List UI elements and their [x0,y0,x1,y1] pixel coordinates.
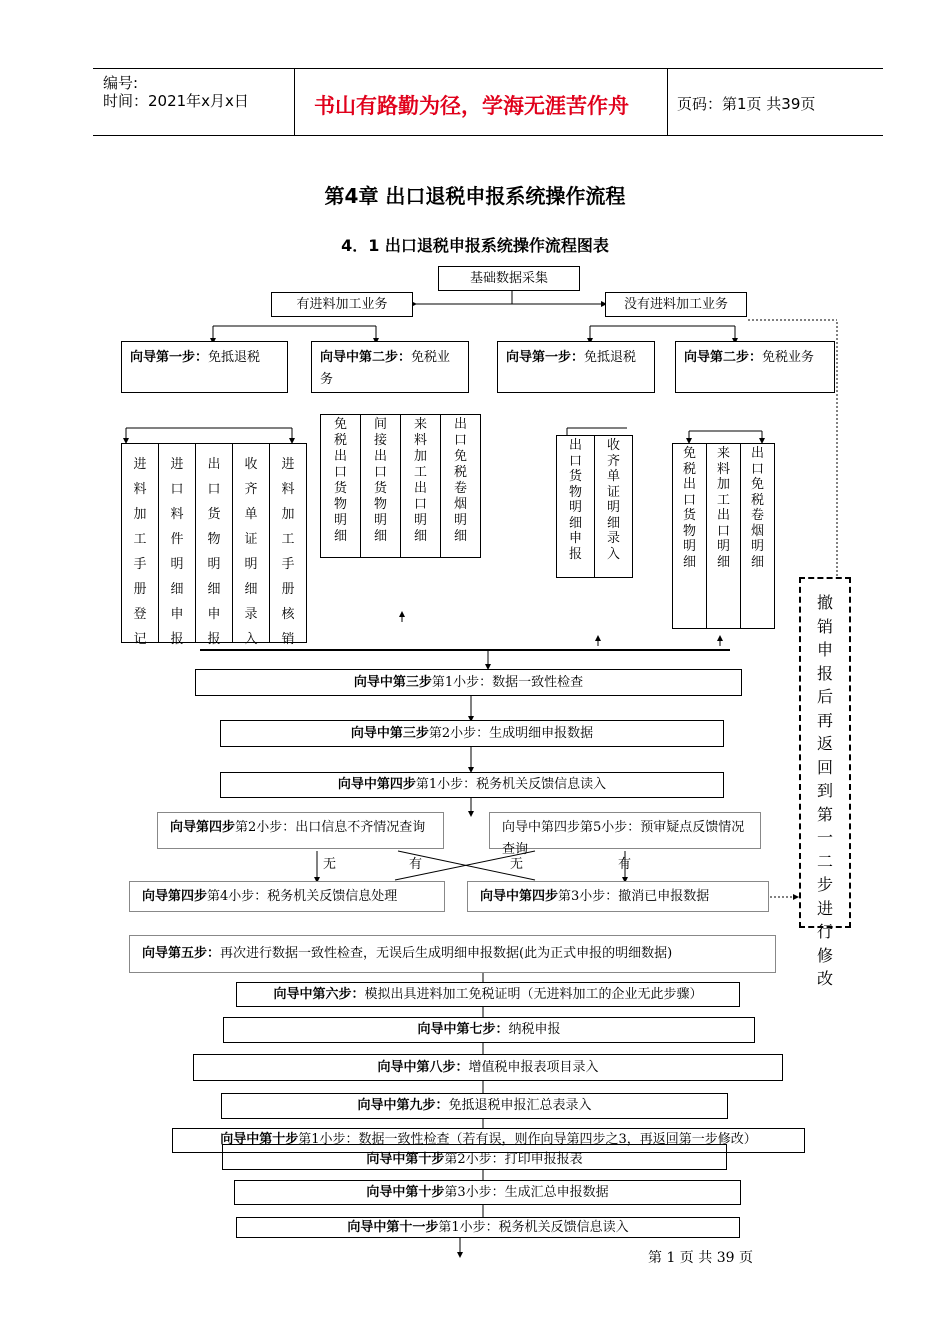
column-b-1-text: 免税出口货物明细 [333,417,347,544]
step5-box [129,935,776,973]
basic-data-box [438,266,580,291]
step4-5-box [489,812,761,857]
step3-2-text: 第2小步：生成明细申报数据 [428,726,594,741]
step9-box [221,1093,728,1119]
guide-step2-left-text: 免税业务 [320,350,451,387]
document-number-label: 编号: [103,74,139,92]
step4-1-bold: 向导中第四步 [337,777,416,792]
branch-no-right: 无 [510,857,524,872]
step3-1-bold: 向导中第三步 [353,675,432,690]
step10-2-bold: 向导中第十步 [366,1152,445,1167]
step10-2-text: 第2小步：打印申报报表 [444,1152,583,1167]
branch-yes-right: 有 [618,857,632,872]
step7-box [223,1017,755,1043]
column-d-1 [672,443,707,629]
step8-bold: 向导中第八步： [377,1060,469,1075]
step7-bold: 向导中第七步： [417,1022,509,1037]
step5-text: 再次进行数据一致性检查，无误后生成明细申报数据(此为正式申报的明细数据) [220,946,673,961]
column-a-3-text: 出口货物明细申报 [207,457,221,647]
step4-1-box [220,772,724,798]
step4-4-bold: 向导第四步 [142,889,208,904]
page-footer: 第 1 页 共 39 页 [648,1250,753,1266]
column-b-4 [440,414,481,558]
step6-text: 模拟出具进料加工免税证明（无进料加工的企业无此步骤） [364,987,703,1002]
step8-text: 增值税申报表项目录入 [468,1060,599,1075]
step4-4-box [129,881,445,912]
with-processing-label: 有进料加工业务 [296,297,388,312]
step11-1-bold: 向导中第十一步 [347,1220,439,1235]
column-a-4-text: 收齐单证明细录入 [244,457,258,647]
step4-2-text: 第2小步：出口信息不齐情况查询 [235,820,426,835]
column-a-2 [158,443,196,647]
column-a-2-text: 进口料件明细申报 [170,457,184,647]
page-number-label: 页码：第1页 共39页 [677,95,816,113]
guide-step1-right-box [497,341,655,393]
column-d-2 [706,443,741,629]
column-a-3 [195,443,233,647]
step3-1-box [195,669,742,696]
step3-2-bold: 向导中第三步 [350,726,429,741]
revoke-return-note-box [799,577,851,988]
column-b-2 [360,414,401,558]
revoke-return-note-text: 撤销申报后再返回到第一二步进行修改 [816,593,833,988]
column-a-5 [269,443,307,647]
column-a-5-text: 进料加工手册核销 [281,457,295,647]
step9-text: 免抵退税申报汇总表录入 [448,1098,592,1113]
step4-2-box [157,812,444,849]
column-a-4 [232,443,270,647]
guide-step1-right-bold: 向导第一步： [506,350,585,365]
guide-step2-right-bold: 向导第二步： [684,350,763,365]
step10-1-text: 第1小步：数据一致性检查（若有误，则作向导第四步之3，再返回第一步修改） [298,1132,757,1147]
step6-bold: 向导中第六步： [273,987,365,1002]
step8-box [193,1054,783,1081]
column-b-1 [320,414,361,558]
column-c-2-text: 收齐单证明细录入 [606,438,620,562]
step4-3-bold: 向导中第四步 [480,889,559,904]
column-b-3-text: 来料加工出口明细 [413,417,427,544]
step3-2-box [220,720,724,747]
step9-bold: 向导中第九步： [357,1098,449,1113]
step7-text: 纳税申报 [508,1022,561,1037]
column-d-3 [740,443,775,629]
step10-3-text: 第3小步：生成汇总申报数据 [444,1185,609,1200]
column-b-3 [400,414,441,558]
column-a-1 [121,443,159,647]
step10-1-bold: 向导中第十步 [220,1132,299,1147]
without-processing-label: 没有进料加工业务 [623,297,728,312]
step6-box [236,982,740,1007]
step10-1-box [172,1128,805,1153]
column-c-1-text: 出口货物明细申报 [568,438,582,562]
guide-step1-left-box [121,341,288,393]
chapter-title: 第4章 出口退税申报系统操作流程 [324,184,626,208]
step11-1-box [236,1217,740,1238]
column-b-4-text: 出口免税卷烟明细 [453,417,467,544]
step4-5-text: 向导中第四步第5小步：预审疑点反馈情况查询 [502,820,745,857]
guide-step1-left-bold: 向导第一步： [130,350,209,365]
step5-bold: 向导第五步： [142,946,221,961]
with-processing-box [271,292,413,317]
branch-no-left: 无 [323,857,337,872]
step11-1-text: 第1小步：税务机关反馈信息读入 [438,1220,629,1235]
step10-3-bold: 向导中第十步 [366,1185,445,1200]
column-c-2 [594,435,633,578]
step3-1-text: 第1小步：数据一致性检查 [431,675,584,690]
guide-step1-right-text: 免抵退税 [584,350,637,365]
section-title: 4．1 出口退税申报系统操作流程图表 [341,236,609,255]
document-time-label: 时间：2021年x月x日 [103,92,249,110]
without-processing-box [605,292,747,317]
column-d-1-text: 免税出口货物明细 [682,446,696,570]
step4-1-text: 第1小步：税务机关反馈信息读入 [415,777,607,792]
guide-step2-left-box [311,341,469,393]
step4-2-bold: 向导第四步 [170,820,236,835]
column-d-2-text: 来料加工出口明细 [716,446,730,570]
guide-step2-right-box [675,341,835,393]
column-b-2-text: 间接出口货物明细 [373,417,387,544]
column-a-1-text: 进料加工手册登记 [133,457,147,647]
step4-4-text: 第4小步：税务机关反馈信息处理 [207,889,398,904]
column-d-3-text: 出口免税卷烟明细 [750,446,764,570]
column-c-1 [556,435,595,578]
step10-3-box [234,1180,741,1205]
branch-yes-left: 有 [409,857,423,872]
step4-3-text: 第3小步：撤消已申报数据 [558,889,710,904]
header-motto: 书山有路勤为径，学海无涯苦作舟 [314,94,629,118]
step4-3-box [467,881,769,912]
basic-data-label: 基础数据采集 [469,271,548,286]
guide-step2-right-text: 免税业务 [762,350,815,365]
guide-step1-left-text: 免抵退税 [208,350,261,365]
guide-step2-left-bold: 向导中第二步： [320,350,412,365]
